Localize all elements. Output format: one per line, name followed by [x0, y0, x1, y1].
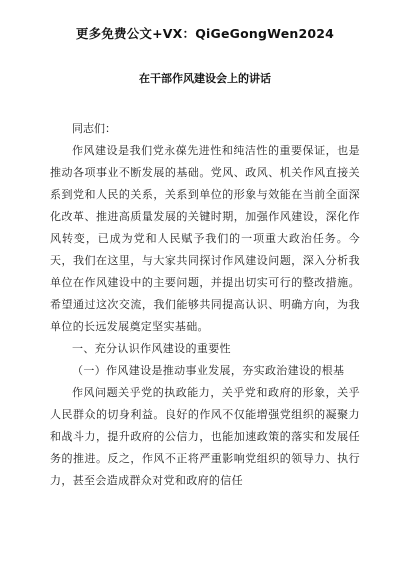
subsection-heading: （一）作风建设是推动事业发展，夯实政治建设的根基 — [72, 364, 345, 377]
watermark-header: 更多免费公文+VX：QiGeGongWen2024 — [75, 26, 335, 41]
document-title: 在干部作风建设会上的讲话 — [139, 72, 271, 85]
paragraph-body: 作风问题关乎党的执政能力，关乎党和政府的形象，关乎人民群众的切身利益。良好的作风不仅能增强党组织的凝聚力和战斗力，提升政府的公信力，也能加速政策的落实和发展任务的推进。反之，作风不正将严重影响党组织的领导力、执行力，甚至会造成群众对党和政府的信任 — [50, 386, 360, 487]
section-heading: 一、充分认识作风建设的重要性 — [72, 342, 231, 355]
greeting: 同志们： — [72, 122, 116, 135]
document-body — [50, 118, 360, 492]
paragraph-intro: 作风建设是我们党永葆先进性和纯洁性的重要保证，也是推动各项事业不断发展的基础。党风、政风、机关作风直接关系到党和人民的关系，关系到单位的形象与效能在当前全面深化改革、推进高质量发展的关键时期，加强作风建设，深化作风转变，已成为党和人民赋予我们的一项重大政治任务。今天，我们在这里，与大家共同探讨作风建设问题，深入分析我单位在作风建设中的主要问题，并提出切实可行的整改措施。希望通过这次交流，我们能够共同提高认识、明确方向，为我单位的长远发展奠定坚实基础。 — [50, 144, 360, 333]
